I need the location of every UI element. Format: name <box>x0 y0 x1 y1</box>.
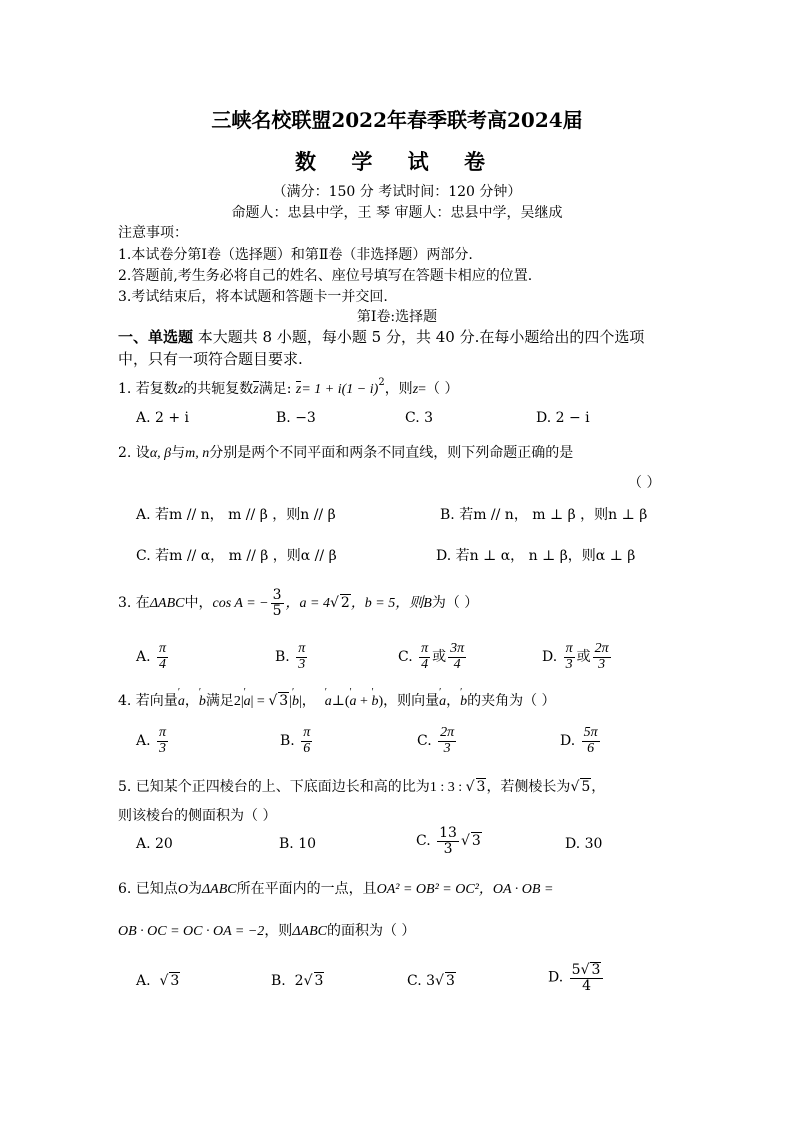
question-2-option-d[interactable]: D. 若n ⊥ α， n ⊥ β，则α ⊥ β <box>436 548 636 564</box>
question-4-option-c[interactable]: C. $\frac{2\pi}{3}$ <box>417 725 455 756</box>
question-1-option-b[interactable]: B. −3 <box>276 410 316 426</box>
question-2-stem: 2. 设α, β与m, n分别是两个不同平面和两条不同直线，则下列命题正确的是 <box>118 445 574 461</box>
authors-line: 命题人：忠县中学，王 琴 审题人：忠县中学，吴继成 <box>231 205 563 221</box>
question-3-option-c[interactable]: C. $\frac{\pi}{4}$ 或 $\frac{3\pi}{4}$ <box>398 641 465 672</box>
question-5-option-c[interactable]: C. $\frac{13}{3}$ √ 3 <box>416 825 481 857</box>
question-6-option-a[interactable]: A. √ 3 <box>136 973 180 989</box>
question-6-stem-line-2: OB · OC = OC · OA = −2，则ΔABC的面积为（ ） <box>118 923 416 939</box>
instructions-line-1: 本大题共 8 小题，每小题 5 分，共 40 分.在每小题给出的四个选项 <box>193 328 645 346</box>
notes-heading: 注意事项： <box>118 225 188 241</box>
question-5-option-d[interactable]: D. 30 <box>565 836 603 852</box>
question-5-option-a[interactable]: A. 20 <box>136 836 173 852</box>
question-5-stem-line-1: 5. 已知某个正四棱台的上、下底面边长和高的比为1 : 3 : √ 3，若侧棱长为√ 5， <box>118 779 606 795</box>
question-2-option-b[interactable]: B. 若m // n， m ⊥ β ，则n ⊥ β <box>440 507 648 523</box>
question-4-option-d[interactable]: D. $\frac{5\pi}{6}$ <box>560 725 598 756</box>
question-1-option-c[interactable]: C. 3 <box>405 410 434 426</box>
part-title: 第Ⅰ卷:选择题 <box>356 309 438 325</box>
question-6-option-d[interactable]: D. $\frac{5√ 3}{4}$ <box>548 962 605 993</box>
question-4-option-b[interactable]: B. $\frac{\pi}{6}$ <box>280 725 311 756</box>
question-5-option-b[interactable]: B. 10 <box>279 836 317 852</box>
notes-item-2: 2.答题前,考生务必将自己的姓名、座位号填写在答题卡相应的位置. <box>118 268 533 284</box>
notes-item-3: 3.考试结束后，将本试题和答题卡一并交回. <box>118 289 388 305</box>
question-3-option-a[interactable]: A. $\frac{\pi}{4}$ <box>136 641 167 672</box>
question-1-stem: 1. 若复数z的共轭复数z满足: $z= 1 + i(1 - i)^2$，则z=（ ） <box>118 377 459 397</box>
question-6-option-b[interactable]: B. 2√ 3 <box>271 973 324 989</box>
question-1-option-d[interactable]: D. 2 − i <box>536 410 590 426</box>
question-6-option-c[interactable]: C. 3√ 3 <box>407 973 455 989</box>
question-4-stem: 4. 若向量′ a，′ b满足2|′ a| = √ 3|′ b|， ′ a⊥(′ a + ′ b)，则向量′ a，′ b的夹角为（ ） <box>118 690 556 710</box>
question-1-option-a[interactable]: A. 2 + i <box>136 410 190 426</box>
var-z: z <box>177 382 184 397</box>
score-info: （满分：150 分 考试时间：120 分钟） <box>272 184 522 200</box>
exam-subject: 数 学 试 卷 <box>295 149 499 174</box>
question-5-stem-line-2: 则该棱台的侧面积为（ ） <box>118 808 277 824</box>
question-6-stem-line-1: 6. 已知点O为ΔABC所在平面内的一点，且OA² = OB² = OC²，OA · OB = <box>118 881 554 897</box>
var-z-bar: z <box>253 382 259 397</box>
exam-title: 三峡名校联盟2022年春季联考高2024届 <box>211 108 583 132</box>
question-3-stem: 3. 在ΔABC中，cos A = − $\frac{3}{5}$ ，a = 4√ 2，b = 5，则B为（ ） <box>118 587 479 619</box>
section-instructions <box>118 326 644 347</box>
question-2-option-a[interactable]: A. 若m // n， m // β ，则n // β <box>136 507 336 523</box>
instructions-line-2: 中，只有一项符合题目要求. <box>118 350 303 368</box>
question-4-option-a[interactable]: A. $\frac{\pi}{3}$ <box>136 725 167 756</box>
question-2-blank: （ ） <box>628 475 661 491</box>
section-type-label: 一、单选题 <box>118 328 194 346</box>
question-2-option-c[interactable]: C. 若m // α， m // β ，则α // β <box>136 548 337 564</box>
fraction-3-5: $\frac{3}{5}$ <box>272 587 282 619</box>
question-3-option-b[interactable]: B. $\frac{\pi}{3}$ <box>275 641 306 672</box>
notes-item-1: 1.本试卷分第Ⅰ卷（选择题）和第Ⅱ卷（非选择题）两部分. <box>118 247 473 263</box>
question-3-option-d[interactable]: D. $\frac{\pi}{3}$ 或 $\frac{2\pi}{3}$ <box>542 641 609 672</box>
